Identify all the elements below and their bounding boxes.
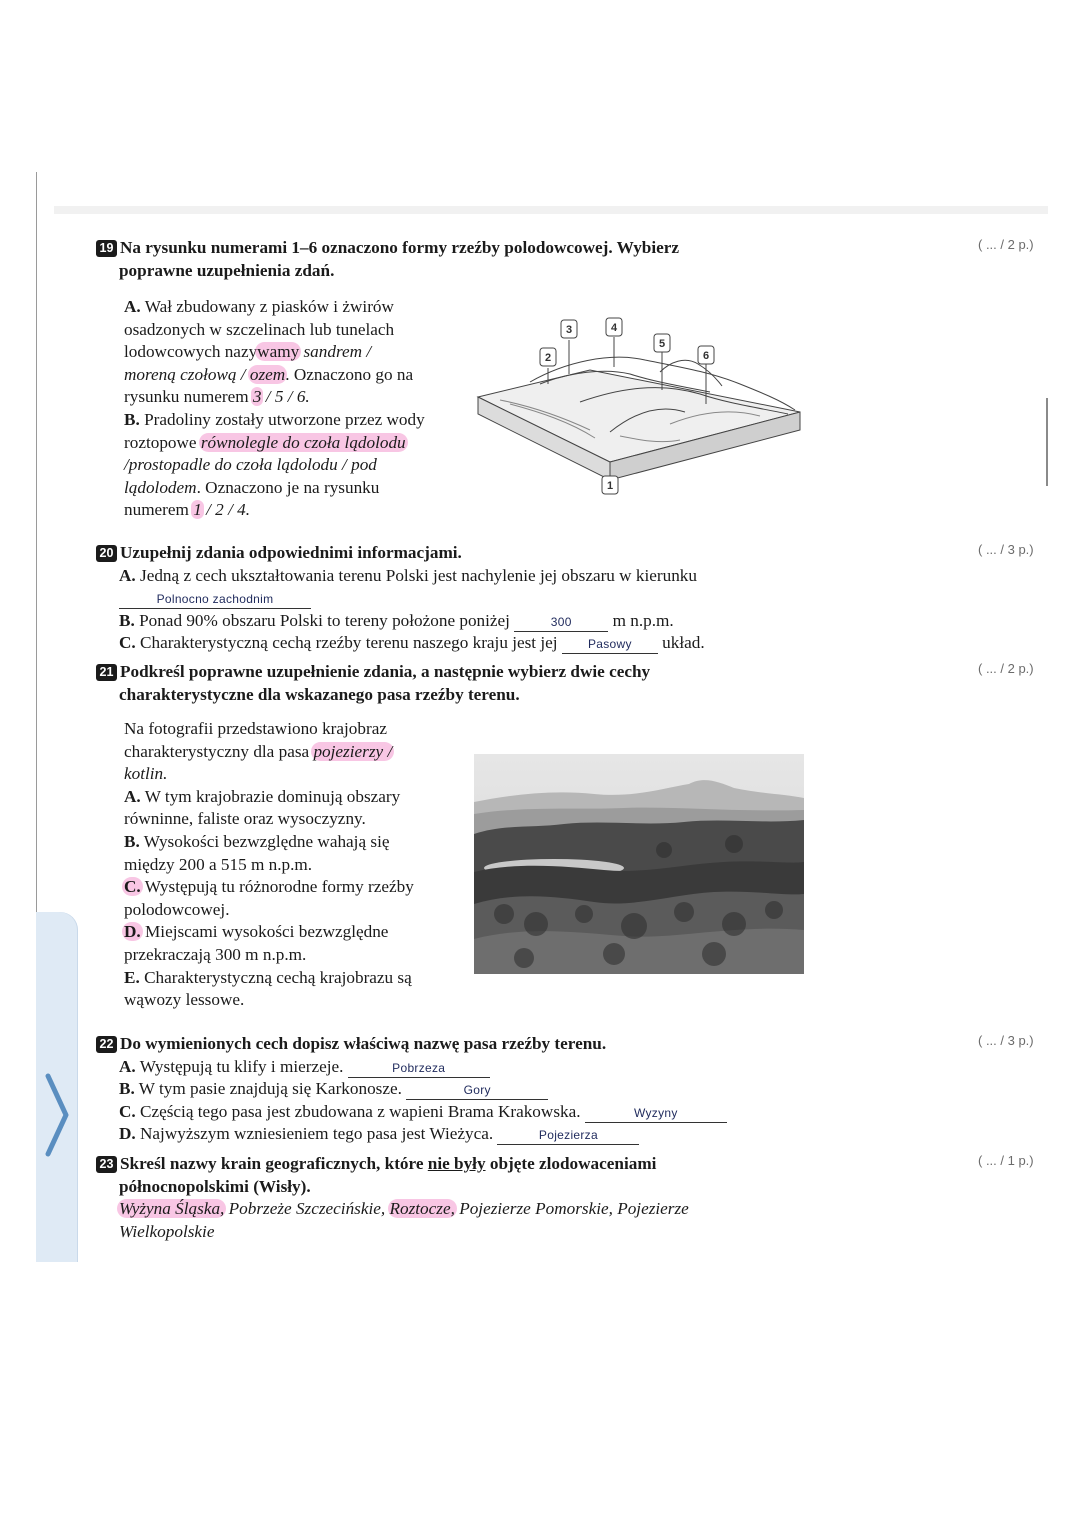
highlight-answer: 3 [252, 387, 262, 407]
question-number: 19 [96, 240, 117, 257]
lakeland-landscape-photo [474, 754, 804, 974]
score-q23: ( ... / 1 p.) [978, 1153, 1034, 1168]
answer-field[interactable]: Gory [406, 1081, 548, 1100]
score-q19: ( ... / 2 p.) [978, 237, 1034, 252]
highlight-answer: C. [124, 877, 141, 897]
question-number: 21 [96, 664, 117, 681]
question-21-title: 21 Podkreśl poprawne uzupełnienie zdania, a następnie wybierz dwie cechy charakterystyczne dla wskazanego pasa rzeźby terenu. [96, 661, 650, 706]
answer-field[interactable]: Pojezierza [497, 1126, 639, 1145]
score-q20: ( ... / 3 p.) [978, 542, 1034, 557]
score-q21: ( ... / 2 p.) [978, 661, 1034, 676]
question-20: 20 Uzupełnij zdania odpowiednimi informacjami. A. Jedną z cech ukształtowania terenu Polski jest nachylenie jej obszaru w kierunku Polnocno zachodnim B. Ponad 90% obszaru Polski to tereny położone poniżej 300 m n.p.m. C. Charakterystyczną cechą rzeźby terenu naszego kraju jest jej Pasowy układ. [96, 542, 705, 655]
score-q22: ( ... / 3 p.) [978, 1033, 1034, 1048]
highlight-answer: równolegle do czoła lądolodu [200, 432, 406, 452]
diagram-label: 5 [658, 338, 666, 350]
diagram-label: 2 [544, 352, 552, 364]
highlight-answer: Roztocze, [389, 1199, 455, 1218]
question-19-body: A. Wał zbudowany z piasków i żwirów osadzonych w szczelinach lub tunelach lodowcowych nazywamy sandrem / moreną czołową / ozem. Oznaczono go na rysunku numerem 3 / 5 / 6. B. Pradoliny zostały utworzone przez wody roztopowe równolegle do czoła lądolodu /prostopadle do czoła lądolodu / pod lądolodem. Oznaczono je na rysunku numerem 1 / 2 / 4. [124, 297, 425, 520]
highlight-answer: Wyżyna Śląska, [119, 1199, 225, 1218]
highlight: wamy [257, 342, 300, 362]
answer-field[interactable]: 300 [514, 613, 608, 632]
question-23: 23 Skreśl nazwy krain geograficznych, które nie były objęte zlodowaceniami północnopolskimi (Wisły). Wyżyna Śląska, Pobrzeże Szczecińskie, Roztocze, Pojezierze Pomorskie, Pojezierze Wielkopolskie [96, 1153, 689, 1243]
diagram-label: 3 [565, 324, 573, 336]
highlight-answer: 1 [193, 500, 202, 520]
diagram-label: 6 [702, 350, 710, 362]
answer-field[interactable]: Pasowy [562, 635, 658, 654]
diagram-label: 4 [610, 322, 618, 334]
glacial-landforms-diagram [470, 312, 810, 502]
answer-field[interactable]: Polnocno zachodnim [119, 590, 311, 609]
chevron-right-icon[interactable] [42, 1070, 72, 1160]
question-22: 22 Do wymienionych cech dopisz właściwą nazwę pasa rzeźby terenu. A. Występują tu klify i mierzeje. Pobrzeza B. W tym pasie znajdują się Karkonosze. Gory C. Częścią tego pasa jest zbudowana z wapieni Brama Krakowska. Wyzyny D. Najwyższym wzniesieniem tego pasa jest Wieżyca. Pojezierza [96, 1033, 727, 1146]
diagram-label: 1 [606, 480, 614, 492]
highlight-answer: pojezierzy / [313, 741, 393, 761]
scrollbar-thumb[interactable] [1046, 398, 1048, 486]
question-19-title: 19 Na rysunku numerami 1–6 oznaczono formy rzeźby polodowcowej. Wybierz poprawne uzupełnienia zdań. [96, 237, 679, 282]
question-number: 20 [96, 545, 117, 562]
highlight-answer: ozem [249, 364, 286, 384]
page-top-band [54, 206, 1048, 214]
question-number: 22 [96, 1036, 117, 1053]
answer-field[interactable]: Wyzyny [585, 1104, 727, 1123]
page-left-rule [36, 172, 37, 912]
answer-field[interactable]: Pobrzeza [348, 1059, 490, 1078]
highlight-answer: D. [124, 922, 141, 942]
side-panel-tab[interactable] [36, 912, 78, 1262]
question-21-body: Na fotografii przedstawiono krajobraz charakterystyczny dla pasa pojezierzy / kotlin. A. W tym krajobrazie dominują obszary równinne, faliste oraz wysoczyzny. B. Wysokości bezwzględne wahają się między 200 a 515 m n.p.m. C. Występują tu różnorodne formy rzeźby polodowcowej. D. Miejscami wysokości bezwzględne przekraczają 300 m n.p.m. E. Charakterystyczną cechą krajobrazu są wąwozy lessowe. [124, 719, 414, 1010]
question-number: 23 [96, 1156, 117, 1173]
